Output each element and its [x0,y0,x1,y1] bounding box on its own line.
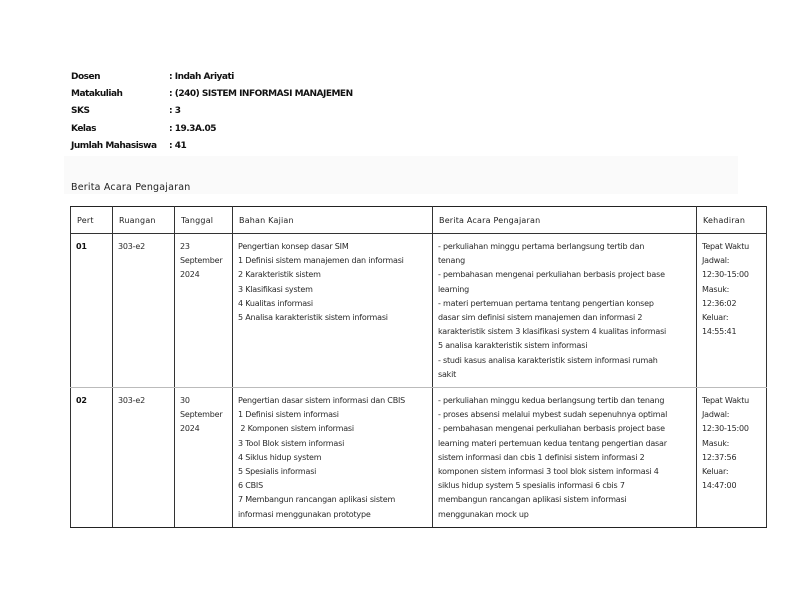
text-line: 6 CBIS [238,481,263,491]
text-line: - pembahasan mengenai perkuliahan berbasis project base [438,424,665,434]
text-line: menggunakan mock up [438,509,529,519]
cell-kehadiran [697,388,767,528]
text-line: Jadwal: [702,256,730,266]
cell-tanggal [175,388,233,528]
text-line: - studi kasus analisa karakteristik sistem informasi rumah [438,355,658,365]
info-value: : 3 [169,106,181,117]
cell-ruangan: 303-e2 [113,388,175,528]
cell-bahan-kajian [233,388,433,528]
text-line: 5 analisa karakteristik sistem informasi [438,341,588,351]
text-line: 12:30-15:00 [702,424,749,434]
info-label: Dosen [71,72,101,82]
text-line: sakit [438,369,457,379]
text-line: 14:55:41 [702,327,737,337]
text-line: 2 Karakteristik sistem [238,270,321,280]
text-line: - pembahasan mengenai perkuliahan berbasis project base [438,270,665,280]
text-line: 5 Analisa karakteristik sistem informasi [238,313,388,323]
info-value: : 19.3A.05 [169,123,217,134]
info-value: : Indah Ariyati [169,72,234,82]
text-line: 12:30-15:00 [702,270,749,280]
text-line: 12:37:56 [702,452,737,462]
info-value: : (240) SISTEM INFORMASI MANAJEMEN [169,89,353,100]
text-line: - proses absensi melalui mybest sudah sepenuhnya optimal [438,410,668,420]
text-line: learning [438,284,470,294]
text-line: 23 [180,242,190,251]
section-title: Berita Acara Pengajaran [71,182,191,193]
text-line: 2024 [180,270,200,280]
text-line: 30 [180,396,190,405]
text-line: sistem informasi dan cbis 1 definisi sistem informasi 2 [438,452,645,462]
text-line: 7 Membangun rancangan aplikasi sistem [238,495,396,505]
text-line: 2 Komponen sistem informasi [238,424,354,434]
text-line: 4 Siklus hidup system [238,452,322,462]
header-kehadiran: Kehadiran [697,207,767,234]
cell-berita-acara [433,234,697,388]
text-line: Keluar: [702,467,729,477]
cell-bahan-kajian [233,234,433,388]
text-line: Pengertian konsep dasar SIM [238,242,349,251]
text-line: Masuk: [702,438,730,448]
header-berita-acara: Berita Acara Pengajaran [433,207,697,234]
text-line: Tepat Waktu [702,242,750,251]
text-line: Jadwal: [702,410,730,420]
info-label: SKS [71,106,90,117]
table-row [71,388,767,528]
header-bahan-kajian: Bahan Kajian [233,207,433,234]
text-line: dasar sim definisi sistem manajemen dan informasi 2 [438,313,643,323]
info-label: Kelas [71,123,96,134]
header-pert: Pert [71,207,113,234]
text-line: 12:36:02 [702,298,737,308]
text-line: membangun rancangan aplikasi sistem informasi [438,495,627,505]
cell-ruangan: 303-e2 [113,234,175,388]
text-line: - materi pertemuan pertama tentang pengertian konsep [438,298,654,308]
info-row-kelas [71,123,353,140]
text-line: Keluar: [702,313,729,323]
cell-pert: 01 [71,234,113,388]
info-row-matakuliah [71,88,353,105]
header-ruangan: Ruangan [113,207,175,234]
course-info [71,71,353,157]
table-row [71,234,767,388]
info-row-sks [71,105,353,122]
cell-kehadiran [697,234,767,388]
info-label: Jumlah Mahasiswa [71,140,157,151]
text-line: - perkuliahan minggu kedua berlangsung tertib dan tenang [438,396,665,405]
text-line: informasi menggunakan prototype [238,509,371,519]
text-line: Masuk: [702,284,730,294]
cell-berita-acara [433,388,697,528]
text-line: Tepat Waktu [702,396,750,405]
text-line: September [180,410,223,420]
text-line: 2024 [180,424,200,434]
table-header-row [71,207,767,234]
info-row-jumlah-mahasiswa [71,140,353,157]
text-line: karakteristik sistem 3 klasifikasi system 4 kualitas informasi [438,327,667,337]
header-tanggal: Tanggal [175,207,233,234]
text-line: 14:47:00 [702,481,737,491]
info-value: : 41 [169,140,187,151]
text-line: 3 Tool Blok sistem informasi [238,438,345,448]
text-line: 1 Definisi sistem informasi [238,410,339,420]
text-line: Pengertian dasar sistem informasi dan CBIS [238,396,406,405]
cell-pert: 02 [71,388,113,528]
text-line: learning materi pertemuan kedua tentang pengertian dasar [438,438,667,448]
text-line: 3 Klasifikasi system [238,284,313,294]
cell-tanggal [175,234,233,388]
info-label: Matakuliah [71,89,123,100]
text-line: tenang [438,256,465,266]
text-line: 5 Spesialis informasi [238,467,317,477]
text-line: 1 Definisi sistem manajemen dan informasi [238,256,404,266]
text-line: - perkuliahan minggu pertama berlangsung tertib dan [438,242,645,251]
text-line: siklus hidup system 5 spesialis informasi 6 cbis 7 [438,481,625,491]
text-line: September [180,256,223,266]
info-row-dosen [71,71,353,88]
text-line: 4 Kualitas informasi [238,298,313,308]
teaching-record-table [70,206,767,528]
text-line: komponen sistem informasi 3 tool blok sistem informasi 4 [438,467,659,477]
